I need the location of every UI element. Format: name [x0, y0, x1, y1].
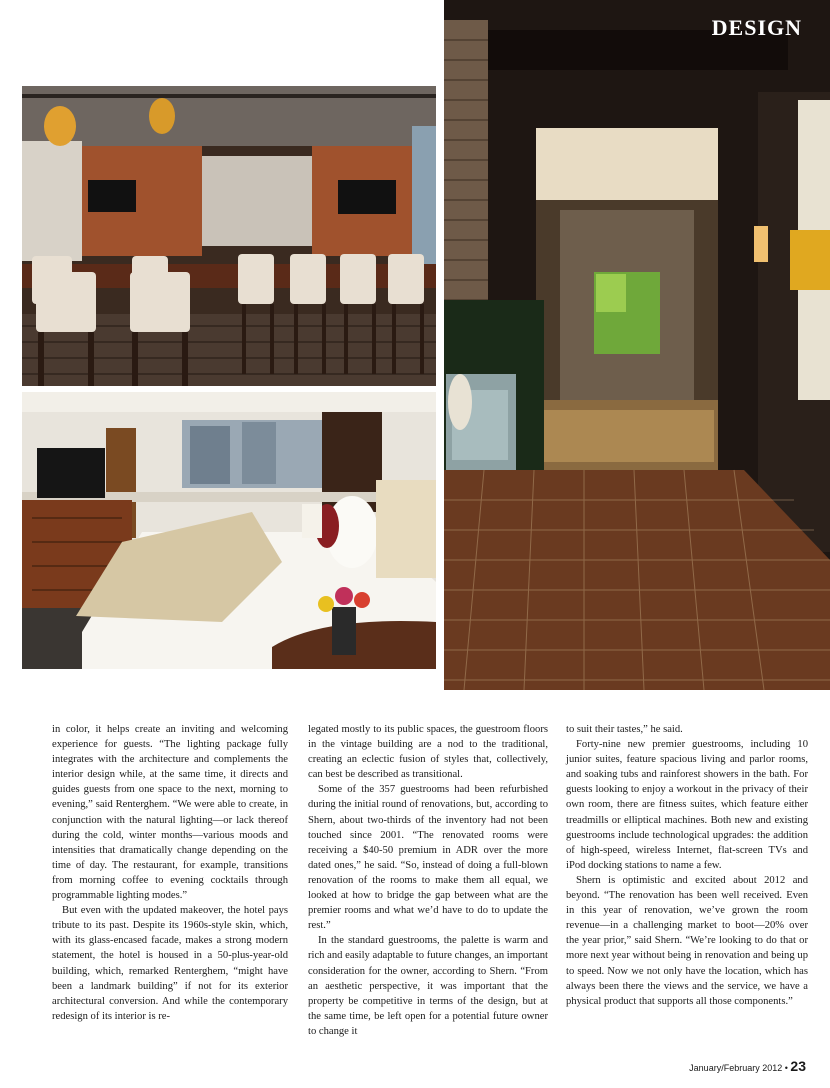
paragraph: in color, it helps create an inviting and welcoming experience for guests. “The lighting package fully integrates with the architecture and complements the interior design while, at the same time, it directs and guides guests from one space to the next, morning to evening,” said Renterghem. “We were able to create, in conjunction with the natural lighting—or lack thereof during the cold, winter months—various moods and intensities that dramatically change depending on the time of day. The restaurant, for example, transitions from morning coffee to evening cocktails through programmable lighting modes.”: [52, 724, 288, 902]
text-column-2: [308, 722, 548, 1039]
restaurant-bar-photo: [22, 86, 436, 386]
guestroom-photo: [22, 392, 436, 669]
folio-separator: •: [784, 1063, 788, 1073]
issue-date: January/February 2012: [689, 1063, 783, 1073]
paragraph: Shern is optimistic and excited about 2012 and beyond. “The renovation has been well received. Even in this year of renovation, we’ve grown the room revenue—in a challenging market to boot—20% over the year prior,” said Shern. “We’re looking to do that or more next year without being in renovation and being up to speed. Now we not only have the location, which has always been there the views and the service, we have a physical product that supports all those components.”: [566, 874, 808, 1007]
paragraph: Forty-nine new premier guestrooms, including 10 junior suites, feature spacious living and parlor rooms, and soaking tubs and rainforest showers in the bath. For guests looking to enjoy a workout in the privacy of their own room, there are fitness suites, which feature either treadmills or elliptical machines. Both new and existing guestrooms include technological upgrades: the addition of high-speed, wireless Internet, flat-screen TVs and iPod docking stations to name a few.: [566, 739, 808, 871]
paragraph: In the standard guestrooms, the palette is warm and rich and easily adaptable to future changes, an important consideration for the owner, according to Shern. “From an aesthetic perspective, it was important that the property be competitive in terms of the design, but at the same time, be left open for a potential future owner to change it: [308, 935, 548, 1037]
paragraph: But even with the updated makeover, the hotel pays tribute to its past. Despite its 1960s-style skin, which, with its glass-encased facade, makes a strong modern statement, the hotel is housed in a 50-plus-year-old building, which, remarked Renterghem, “might have been a landmark building” if not for its exterior architectural conversion. And while the contemporary redesign of its interior is re-: [52, 905, 288, 1022]
section-header: [711, 15, 802, 40]
page-number: 23: [790, 1058, 806, 1074]
section-title: DESIGN: [711, 15, 802, 40]
paragraph: to suit their tastes,” he said.: [566, 724, 683, 735]
corridor-lounge-photo: [444, 0, 830, 690]
text-column-3: [566, 722, 808, 1009]
paragraph: legated mostly to its public spaces, the guestroom floors in the vintage building are a nod to the traditional, creating an eclectic fusion of styles that, collectively, can best be described as transitional.: [308, 724, 548, 781]
text-column-1: [52, 722, 288, 1024]
page-folio: [689, 1058, 806, 1074]
paragraph: Some of the 357 guestrooms had been refurbished during the initial round of renovations, but, according to Shern, about two-thirds of the inventory had not been touched since 2001. “The renovated rooms were receiving a $40-50 premium in ADR over the more dated ones,” he said. “So, instead of doing a full-blown renovation of the rooms to make them all equal, we looked at how to bridge the gap between what are the premier rooms and what we’d have to do to update the rest.”: [308, 784, 548, 932]
